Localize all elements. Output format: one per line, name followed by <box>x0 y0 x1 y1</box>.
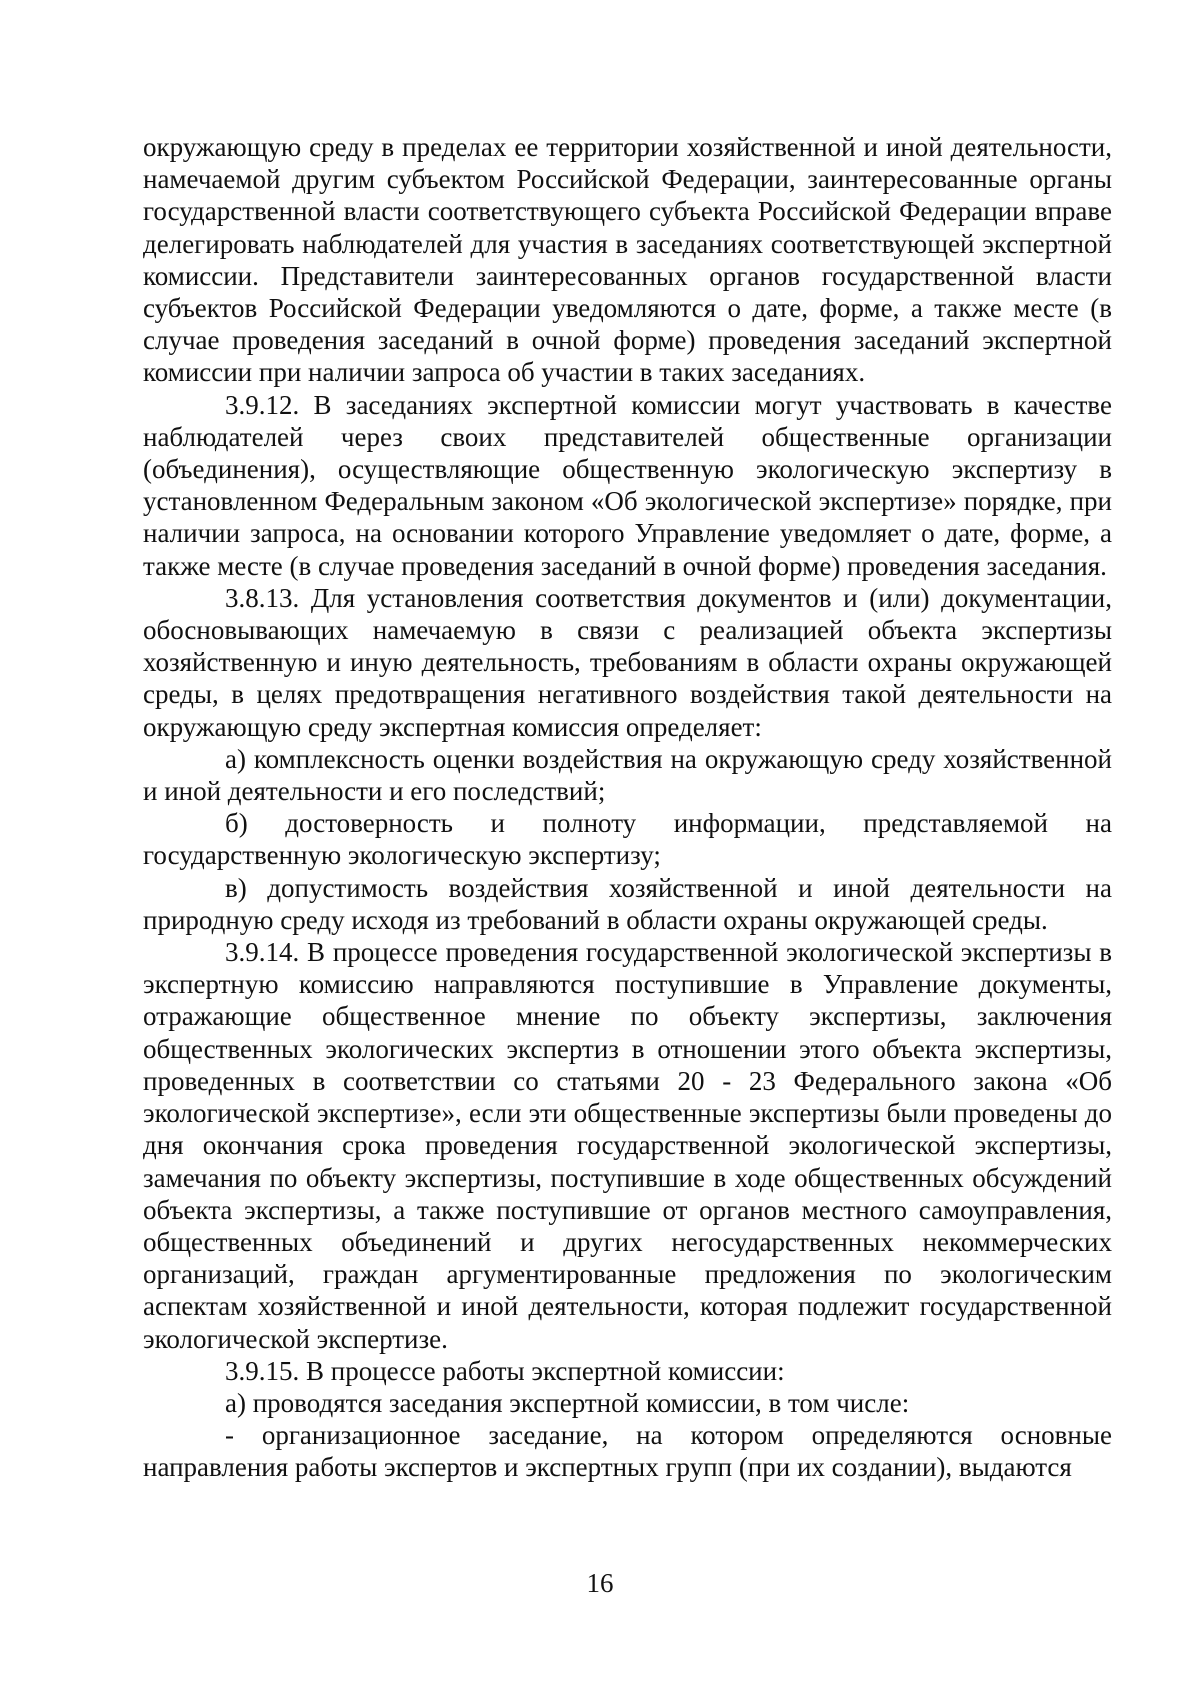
list-item-a: а) комплексность оценки воздействия на окружающую среду хозяйственной и иной деятельности и его последствий; <box>143 743 1112 807</box>
paragraph-3-8-13: 3.8.13. Для установления соответствия документов и (или) документации, обосновывающих намечаемую в связи с реализацией объекта экспертизы хозяйственную и иную деятельность, требованиям в области охраны окружающей среды, в целях предотвращения негативного воздействия такой деятельности на окружающую среду экспертная комиссия определяет: <box>143 582 1112 742</box>
document-body <box>143 131 1112 1484</box>
list-item-v: в) допустимость воздействия хозяйственной и иной деятельности на природную среду исходя из требований в области охраны окружающей среды. <box>143 872 1112 935</box>
page-number: 16 <box>586 1568 614 1598</box>
paragraph-3-9-12: 3.9.12. В заседаниях экспертной комиссии могут участвовать в качестве наблюдателей через своих представителей общественные организации (объединения), осуществляющие общественную экологическую экспертизу в установленном Федеральным законом «Об экологической экспертизе» порядке, при наличии запроса, на основании которого Управление уведомляет о дате, форме, а также месте (в случае проведения заседаний в очной форме) проведения заседания. <box>143 389 1112 581</box>
paragraph-3-9-14: 3.9.14. В процессе проведения государственной экологической экспертизы в экспертную комиссию направляются поступившие в Управление документы, отражающие общественное мнение по объекту экспертизы, заключения общественных экологических экспертиз в отношении этого объекта экспертизы, проведенных в соответствии со статьями 20 - 23 Федерального закона «Об экологической экспертизе», если эти общественные экспертизы были проведены до дня окончания срока проведения государственной экологической экспертизы, замечания по объекту экспертизы, поступившие в ходе общественных обсуждений объекта экспертизы, а также поступившие от органов местного самоуправления, общественных объединений и других негосударственных некоммерческих организаций, граждан аргументированные предложения по экологическим аспектам хозяйственной и иной деятельности, которая подлежит государственной экологической экспертизе. <box>143 937 1112 1354</box>
list-item-organizational-meeting: - организационное заседание, на котором определяются основные направления работы экспертов и экспертных групп (при их создании), выдаются <box>143 1420 1112 1483</box>
paragraph-3-9-15: 3.9.15. В процессе работы экспертной комиссии: <box>225 1355 785 1386</box>
paragraph-continuation: окружающую среду в пределах ее территории хозяйственной и иной деятельности, намечаемой другим субъектом Российской Федерации, заинтересованные органы государственной власти соответствующего субъекта Российской Федерации вправе делегировать наблюдателей для участия в заседаниях соответствующей экспертной комиссии. Представители заинтересованных органов государственной власти субъектов Российской Федерации уведомляются о дате, форме, а также месте (в случае проведения заседаний в очной форме) проведения заседаний экспертной комиссии при наличии запроса об участии в таких заседаниях. <box>143 132 1112 388</box>
list-item-a-meetings: а) проводятся заседания экспертной комиссии, в том числе: <box>225 1387 910 1418</box>
list-item-b: б) достоверность и полноту информации, представляемой на государственную экологическую экспертизу; <box>143 808 1112 871</box>
